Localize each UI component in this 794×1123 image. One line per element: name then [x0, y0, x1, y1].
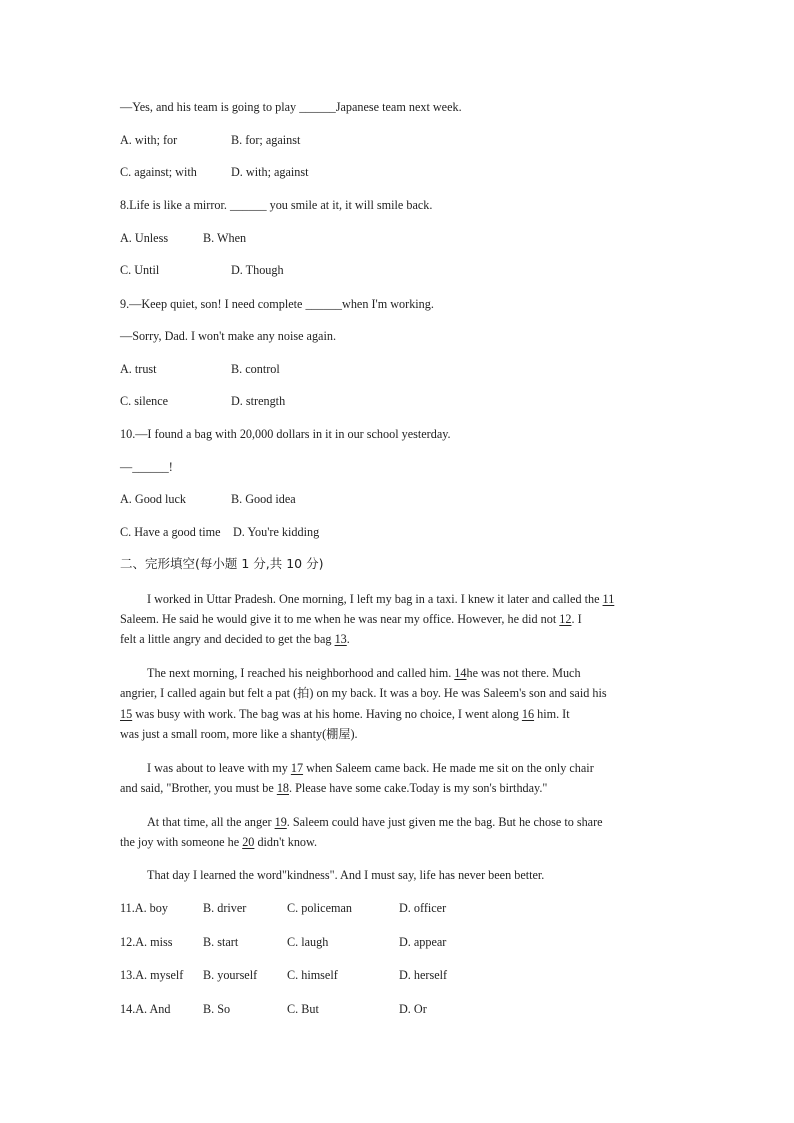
blank-18: 18 [276, 781, 289, 795]
passage-text: he was not there. Much [466, 666, 581, 680]
passage-p3-line1 [147, 758, 594, 778]
q10-stem: 10.—I found a bag with 20,000 dollars in it in our school yesterday. [120, 427, 451, 441]
passage-p5: That day I learned the word"kindness". And I must say, life has never been better. [147, 868, 545, 882]
q11-option-c: C. policeman [287, 901, 352, 915]
q8-option-d: D. Though [231, 263, 284, 277]
q14-option-c: C. But [287, 1002, 319, 1016]
q8-option-b: B. When [203, 231, 247, 245]
blank-20: 20 [242, 835, 255, 849]
passage-text: the joy with someone he [120, 835, 243, 849]
q10-option-a: A. Good luck [120, 492, 187, 506]
passage-text: angrier, I called again but felt a pat (拍) on my back. It was a boy. He was Saleem's son and said his [120, 686, 610, 700]
q9-option-d: D. strength [231, 394, 286, 408]
passage-p4-line2 [120, 832, 317, 852]
q13-option-a: 13.A. myself [120, 968, 184, 982]
passage-text: when Saleem came back. He made me sit on the only chair [303, 761, 594, 775]
q14-option-d: D. Or [399, 1002, 427, 1016]
passage-text: At that time, all the anger [147, 815, 275, 829]
q9-option-b: B. control [231, 362, 280, 376]
q13-option-c: C. himself [287, 968, 338, 982]
passage-p2-line2 [120, 683, 610, 703]
passage-p1-line1 [147, 589, 614, 609]
q7-option-d: D. with; against [231, 165, 309, 179]
blank-15: 15 [120, 707, 133, 721]
passage-text: him. It [534, 707, 570, 721]
passage-text: The next morning, I reached his neighborhood and called him. [147, 666, 455, 680]
passage-text: I worked in Uttar Pradesh. One morning, I left my bag in a taxi. I knew it later and called the [147, 592, 603, 606]
passage-text: and said, "Brother, you must be [120, 781, 277, 795]
passage-text: didn't know. [254, 835, 318, 849]
q13-option-d: D. herself [399, 968, 448, 982]
q7-option-b: B. for; against [231, 133, 301, 147]
blank-11: 11 [602, 592, 615, 606]
q10-option-d: D. You're kidding [233, 525, 320, 539]
q7-option-a: A. with; for [120, 133, 178, 147]
q13-option-b: B. yourself [203, 968, 258, 982]
passage-text: . Please have some cake.Today is my son's birthday." [289, 781, 548, 795]
passage-p3-line2 [120, 778, 547, 798]
q9-stem: 9.—Keep quiet, son! I need complete ______when I'm working. [120, 297, 434, 311]
q11-option-a: 11.A. boy [120, 901, 168, 915]
q8-stem: 8.Life is like a mirror. ______ you smile at it, it will smile back. [120, 198, 433, 212]
q14-option-b: B. So [203, 1002, 231, 1016]
q14-option-a: 14.A. And [120, 1002, 171, 1016]
q12-option-a: 12.A. miss [120, 935, 173, 949]
passage-text: I was about to leave with my [147, 761, 291, 775]
q8-option-a: A. Unless [120, 231, 169, 245]
blank-14: 14 [454, 666, 467, 680]
q8-option-c: C. Until [120, 263, 160, 277]
q11-option-b: B. driver [203, 901, 247, 915]
passage-p2-line3 [120, 704, 570, 724]
q12-option-c: C. laugh [287, 935, 329, 949]
passage-text: was busy with work. The bag was at his home. Having no choice, I went along [132, 707, 522, 721]
passage-p1-line3 [120, 629, 350, 649]
passage-p2-line4: was just a small room, more like a shanty(棚屋). [120, 727, 358, 741]
q11-option-d: D. officer [399, 901, 447, 915]
q12-option-d: D. appear [399, 935, 447, 949]
q10-reply: —______! [120, 460, 173, 474]
q10-option-b: B. Good idea [231, 492, 296, 506]
passage-p4-line1 [147, 812, 603, 832]
passage-text: . Saleem could have just given me the bag. But he chose to share [286, 815, 603, 829]
q12-option-b: B. start [203, 935, 239, 949]
q9-option-a: A. trust [120, 362, 157, 376]
blank-19: 19 [274, 815, 287, 829]
blank-16: 16 [521, 707, 535, 721]
section-heading: 二、完形填空(每小题 1 分,共 10 分) [120, 556, 324, 571]
passage-text: felt a little angry and decided to get the bag [120, 632, 335, 646]
passage-p2-line1 [147, 663, 581, 683]
q9-reply: —Sorry, Dad. I won't make any noise again. [120, 329, 336, 343]
passage-p1-line2 [120, 609, 582, 629]
blank-12: 12 [559, 612, 572, 626]
q7-dialog-line: —Yes, and his team is going to play ______Japanese team next week. [120, 100, 462, 114]
q9-option-c: C. silence [120, 394, 169, 408]
q7-option-c: C. against; with [120, 165, 197, 179]
passage-text: Saleem. He said he would give it to me when he was near my office. However, he did not [120, 612, 560, 626]
q10-option-c: C. Have a good time [120, 525, 221, 539]
blank-17: 17 [290, 761, 304, 775]
blank-13: 13 [334, 632, 347, 646]
passage-text: . [346, 632, 350, 646]
passage-text: . I [571, 612, 582, 626]
